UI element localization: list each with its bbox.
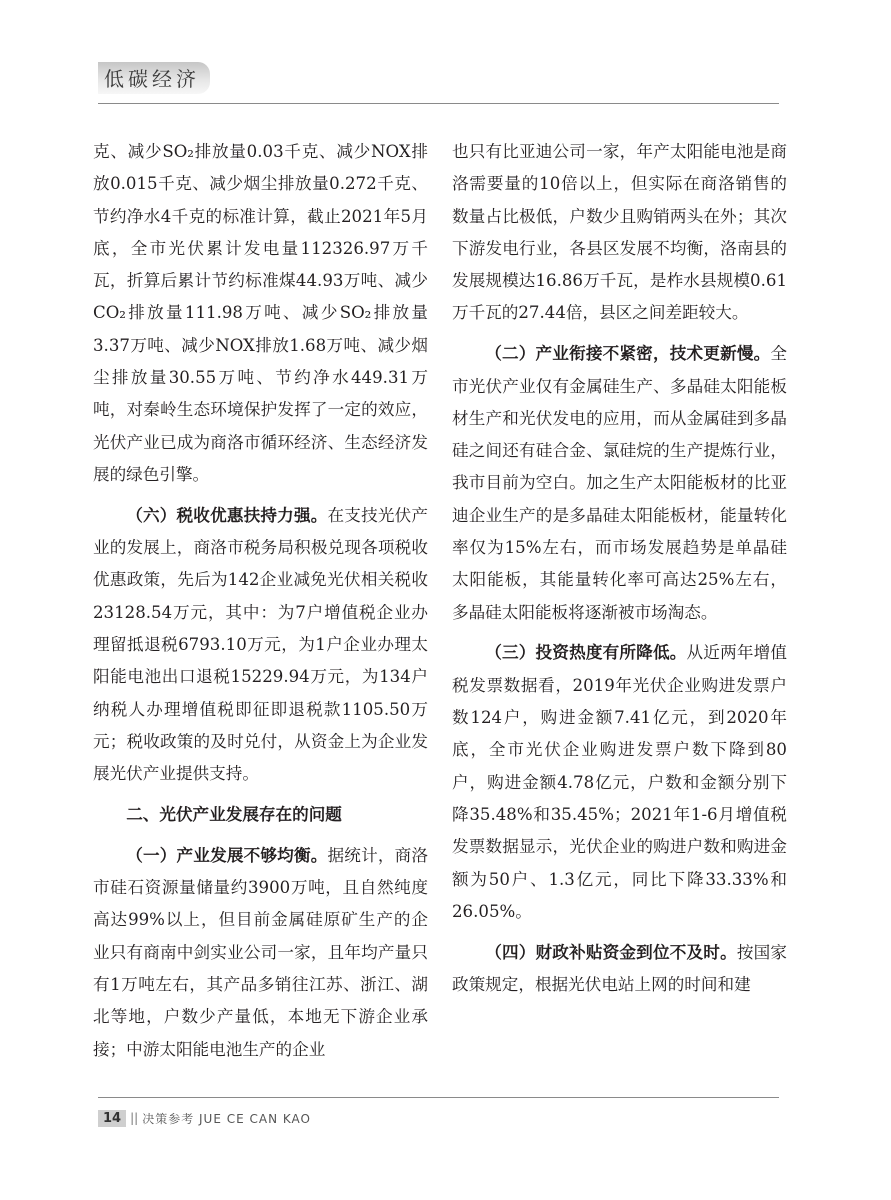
footer-separator: || <box>130 1111 139 1125</box>
paragraph-body: 全市光伏产业仅有金属硅生产、多晶硅太阳能板材生产和光伏发电的应用，而从金属硅到多晶硅之间还有硅合金、氯硅烷的生产提炼行业，我市目前为空白。加之生产太阳能板材的比亚迪企业生产的是多晶硅太阳能板材，能量转化率仅为15%左右，而市场发展趋势是单晶硅太阳能板，其能量转化率可高达25%左右，多晶硅太阳能板将逐渐被市场淘态。 <box>452 344 787 622</box>
left-column <box>93 136 428 1074</box>
page-number: 14 <box>98 1110 126 1127</box>
paragraph-lead: （三）投资热度有所降低。 <box>485 643 687 663</box>
right-column <box>452 136 787 1010</box>
paragraph-lead: （四）财政补贴资金到位不及时。 <box>485 942 737 962</box>
page-footer <box>98 1107 311 1129</box>
paragraph-body: 据统计，商洛市硅石资源量储量约3900万吨，且自然纯度高达99%以上，但目前金属硅原矿生产的企业只有商南中剑实业公司一家，且年均产量只有1万吨左右，其产品多销往江苏、浙江、湖北等地，户数少产量低，本地无下游企业承接；中游太阳能电池生产的企业 <box>93 845 429 1059</box>
paragraph-body: 在支技光伏产业的发展上，商洛市税务局积极兑现各项税收优惠政策，先后为142企业减免光伏相关税收23128.54万元，其中：为7户增值税企业办理留抵退税6793.10万元，为1户企业办理太阳能电池出口退税15229.94万元，为134户纳税人办理增值税即征即退税款1105.50万元；税收政策的及时兑付，从资金上为企业发展光伏产业提供支持。 <box>93 505 429 784</box>
paragraph-lead: （六）税收优惠扶持力强。 <box>126 505 328 525</box>
paragraph: 也只有比亚迪公司一家，年产太阳能电池是商洛需要量的10倍以上，但实际在商洛销售的数量占比极低，户数少且购销两头在外；其次下游发电行业，各县区发展不均衡，洛南县的发展规模达16.86万千瓦，是柞水县规模0.61万千瓦的27.44倍，县区之间差距较大。 <box>452 142 787 323</box>
paragraph <box>93 840 428 1066</box>
paragraph <box>452 637 787 928</box>
paragraph-body: 按国家政策规定，根据光伏电站上网的时间和建 <box>452 942 788 994</box>
paragraph <box>452 937 787 1002</box>
paragraph-body: 从近两年增值税发票数据看，2019年光伏企业购进发票户数124户，购进金额7.41亿元，到2020年底，全市光伏企业购进发票户数下降到80户，购进金额4.78亿元，户数和金额分别下降35.48%和35.45%；2021年1-6月增值税发票数据显示，光伏企业的购进户数和购进金额为50户、1.3亿元，同比下降33.33%和26.05%。 <box>452 643 788 921</box>
paragraph <box>452 338 787 629</box>
paragraph-lead: （一）产业发展不够均衡。 <box>126 845 328 865</box>
footer-rule <box>98 1097 779 1098</box>
section-tag: 低碳经济 <box>98 62 210 94</box>
header-rule <box>98 103 779 104</box>
paragraph: 克、减少SO₂排放量0.03千克、减少NOX排放0.015千克、减少烟尘排放量0.272千克、节约净水4千克的标准计算，截止2021年5月底，全市光伏累计发电量112326.97万千瓦，折算后累计节约标准煤44.93万吨、减少CO₂排放量111.98万吨、减少SO₂排放量3.37万吨、减少NOX排放1.68万吨、减少烟尘排放量30.55万吨、节约净水449.31万吨，对秦岭生态环境保护发挥了一定的效应，光伏产业已成为商洛市循环经济、生态经济发展的绿色引擎。 <box>93 142 428 484</box>
paragraph <box>93 500 428 791</box>
paragraph-lead: （二）产业衔接不紧密，技术更新慢。 <box>485 344 771 364</box>
journal-name: 决策参考 JUE CE CAN KAO <box>142 1111 311 1126</box>
section-heading: 二、光伏产业发展存在的问题 <box>126 804 342 824</box>
